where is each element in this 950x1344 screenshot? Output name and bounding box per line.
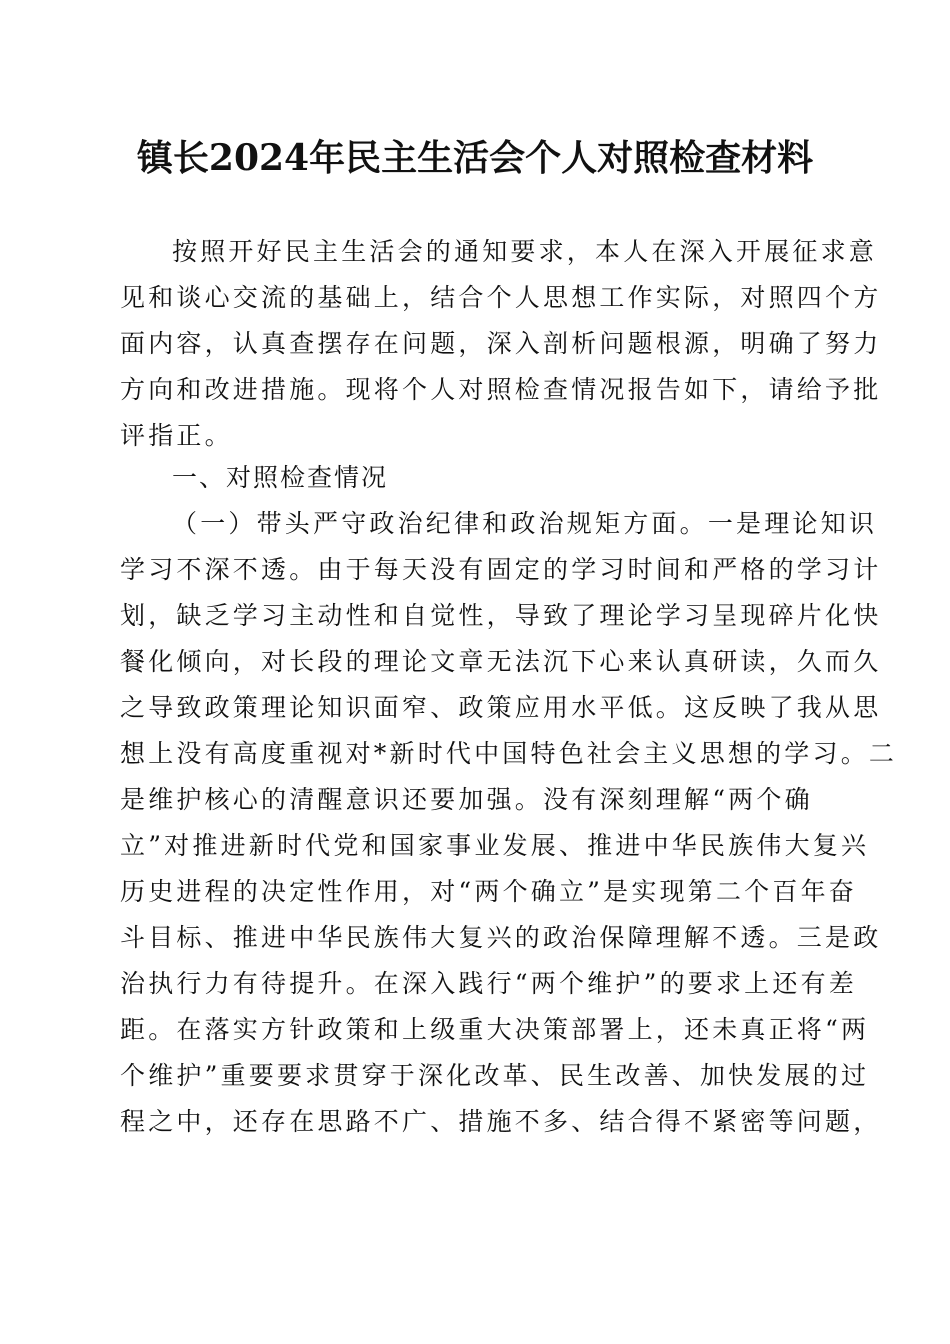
paragraph-line: 距。在落实方针政策和上级重大决策部署上，还未真正将“两 <box>120 1015 870 1044</box>
intro-paragraph <box>120 229 882 459</box>
paragraph-line: 评指正。 <box>120 421 233 450</box>
paragraph-line: 程之中，还存在思路不广、措施不多、结合得不紧密等问题， <box>120 1107 882 1136</box>
section-heading: 一、对照检查情况 <box>172 463 389 492</box>
paragraph-line: 个维护”重要要求贯穿于深化改革、民生改善、加快发展的过 <box>120 1061 870 1090</box>
paragraph-line: 餐化倾向，对长段的理论文章无法沉下心来认真研读，久而久 <box>120 647 882 676</box>
paragraph-line-rest: 一是理论知识 <box>707 509 878 538</box>
paragraph-first-line <box>120 501 878 547</box>
paragraph-line: 面内容，认真查摆存在问题，深入剖析问题根源，明确了努力 <box>120 329 882 358</box>
document-title: 镇长2024年民主生活会个人对照检查材料 <box>136 137 814 179</box>
paragraph-line: 治执行力有待提升。在深入践行“两个维护”的要求上还有差 <box>120 969 857 998</box>
paragraph-line: 历史进程的决定性作用，对“两个确立”是实现第二个百年奋 <box>120 877 857 906</box>
section1-paragraph <box>120 501 898 1145</box>
sub-heading: （一）带头严守政治纪律和政治规矩方面。 <box>172 509 708 538</box>
paragraph-line: 是维护核心的清醒意识还要加强。没有深刻理解“两个确 <box>120 785 813 814</box>
paragraph-line: 之导致政策理论知识面窄、政策应用水平低。这反映了我从思 <box>120 693 882 722</box>
paragraph-line: 划，缺乏学习主动性和自觉性，导致了理论学习呈现碎片化快 <box>120 601 882 630</box>
paragraph-line: 立”对推进新时代党和国家事业发展、推进中华民族伟大复兴 <box>120 831 870 860</box>
paragraph-line: 学习不深不透。由于每天没有固定的学习时间和严格的学习计 <box>120 555 882 584</box>
paragraph-line: 斗目标、推进中华民族伟大复兴的政治保障理解不透。三是政 <box>120 923 882 952</box>
paragraph-line: 见和谈心交流的基础上，结合个人思想工作实际，对照四个方 <box>120 283 882 312</box>
paragraph-line: 按照开好民主生活会的通知要求，本人在深入开展征求意 <box>172 237 878 266</box>
paragraph-line: 想上没有高度重视对*新时代中国特色社会主义思想的学习。二 <box>120 739 898 768</box>
paragraph-line: 方向和改进措施。现将个人对照检查情况报告如下，请给予批 <box>120 375 882 404</box>
